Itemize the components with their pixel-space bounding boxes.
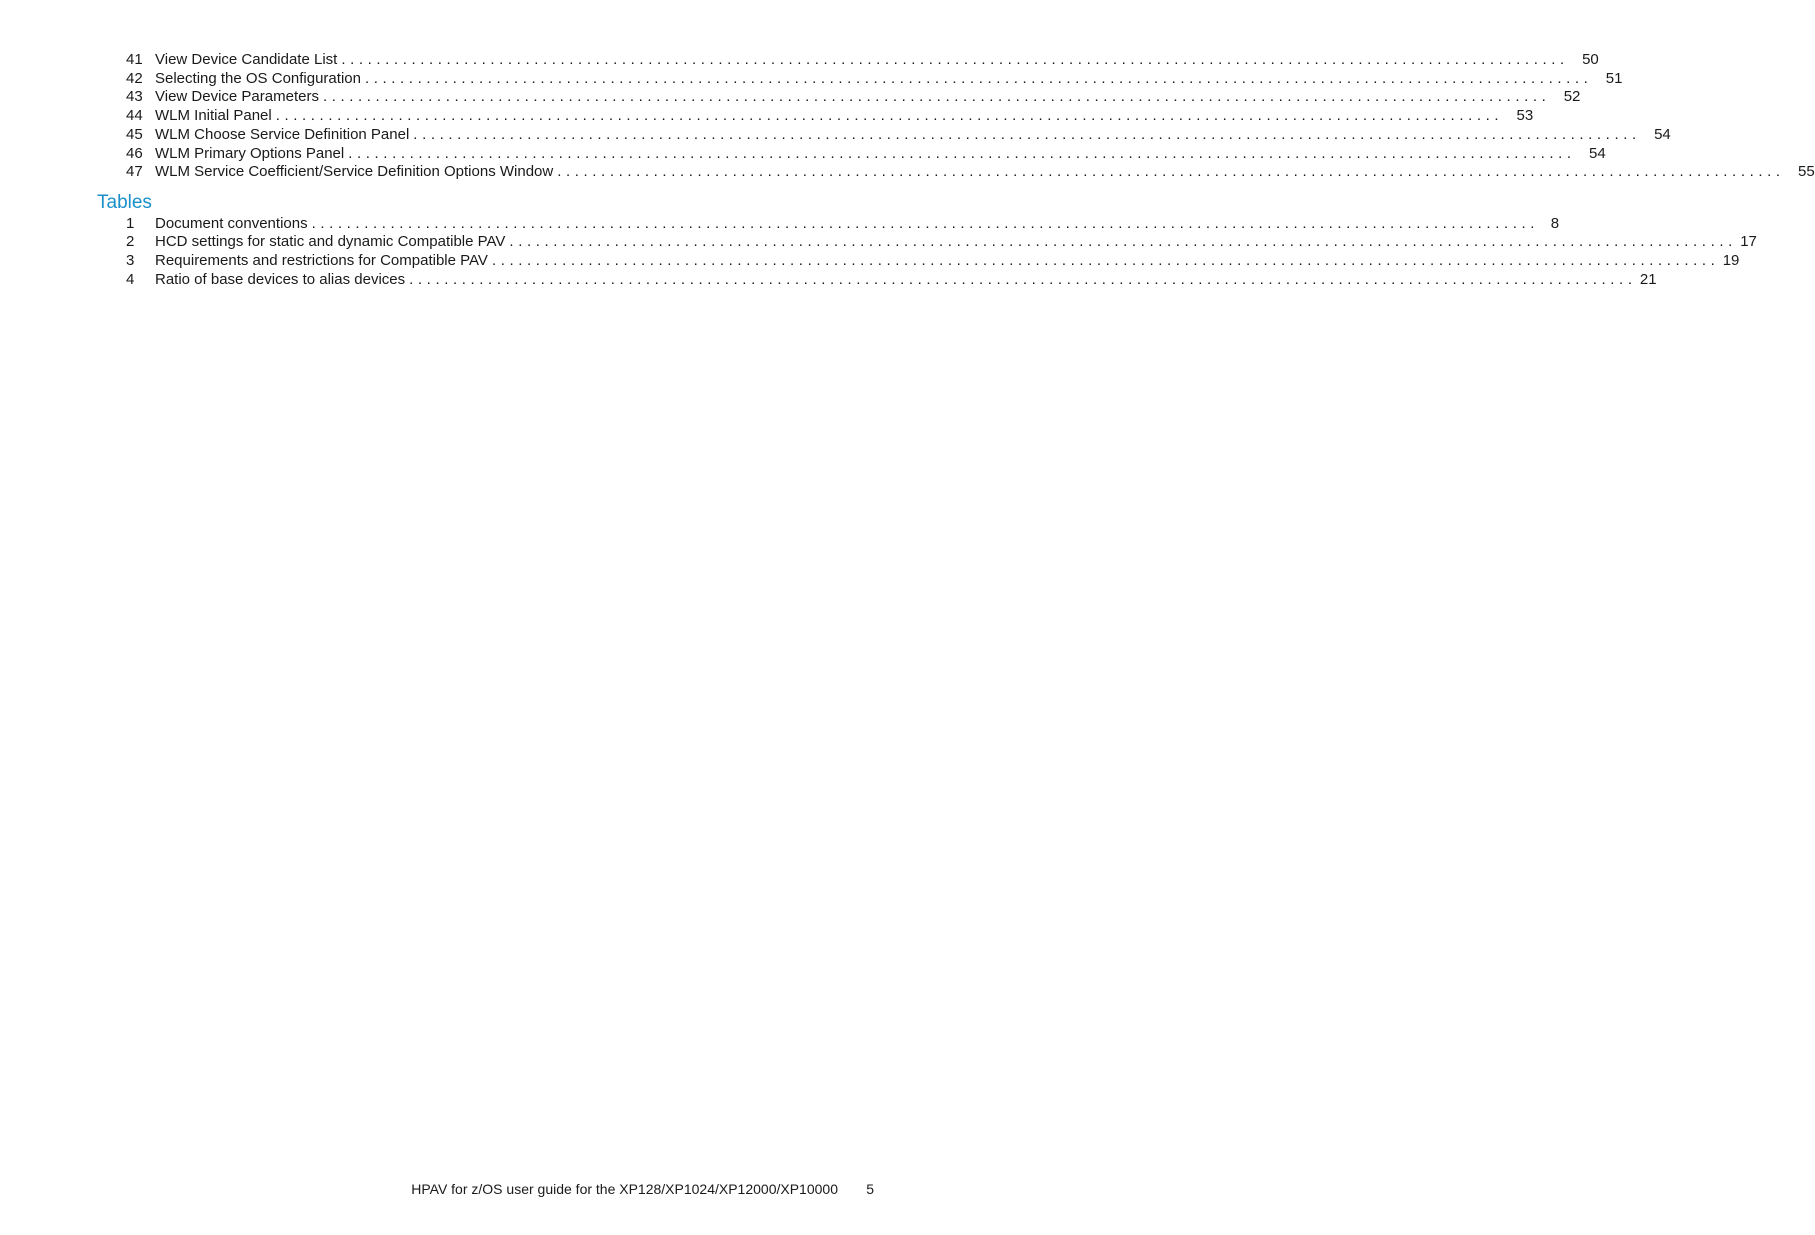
entry-page: 17: [1740, 233, 1757, 250]
toc-entry-figure-41[interactable]: [126, 51, 1599, 69]
toc-entry-figure-47[interactable]: [126, 163, 1815, 181]
entry-number: 2: [126, 233, 135, 250]
dot-leader: ............................................................................................................................................: [364, 70, 1593, 87]
entry-number: 47: [126, 163, 143, 180]
toc-entry-table-4[interactable]: [126, 271, 1657, 289]
entry-title: View Device Parameters: [155, 88, 319, 105]
dot-leader: ............................................................................................................................................: [322, 88, 1551, 105]
toc-entry-figure-44[interactable]: [126, 107, 1534, 125]
dot-leader: ............................................................................................................................................: [491, 252, 1720, 269]
entry-title: Ratio of base devices to alias devices: [155, 271, 406, 288]
dot-leader: ............................................................................................................................................: [341, 51, 1569, 68]
entry-number: 45: [126, 126, 143, 143]
entry-number: 3: [126, 252, 135, 269]
entry-page: 54: [1654, 126, 1671, 143]
toc-entry-figure-43[interactable]: [126, 88, 1581, 106]
dot-leader: ............................................................................................................................................: [348, 145, 1576, 162]
toc-entry-table-2[interactable]: [126, 233, 1757, 251]
entry-title: HCD settings for static and dynamic Compatible PAV: [155, 233, 506, 250]
footer-page-number: 5: [866, 1181, 874, 1197]
entry-page: 54: [1589, 145, 1606, 162]
entry-title: WLM Initial Panel: [155, 107, 272, 124]
dot-leader: ............................................................................................................................................: [275, 107, 1504, 124]
dot-leader: ............................................................................................................................................: [409, 271, 1637, 288]
entry-title: WLM Primary Options Panel: [155, 145, 345, 162]
entry-number: 44: [126, 107, 143, 124]
page-footer: [380, 1180, 874, 1198]
entry-number: 43: [126, 88, 143, 105]
tables-section-heading: Tables: [97, 192, 152, 213]
entry-title: Document conventions: [155, 215, 308, 232]
entry-title: WLM Service Coefficient/Service Definition Options Window: [155, 163, 554, 180]
entry-page: 52: [1563, 88, 1581, 105]
entry-page: 21: [1639, 271, 1657, 288]
entry-number: 4: [126, 271, 135, 288]
entry-number: 1: [126, 215, 135, 232]
footer-document-title: HPAV for z/OS user guide for the XP128/XP1024/XP12000/XP10000: [411, 1181, 838, 1197]
toc-entry-table-1[interactable]: [126, 215, 1560, 233]
entry-title: View Device Candidate List: [155, 51, 338, 68]
dot-leader: ............................................................................................................................................: [557, 163, 1785, 180]
entry-number: 42: [126, 70, 143, 87]
toc-entry-figure-46[interactable]: [126, 145, 1606, 163]
entry-number: 41: [126, 51, 143, 68]
toc-entry-figure-42[interactable]: [126, 70, 1623, 88]
dot-leader: ............................................................................................................................................: [413, 126, 1641, 143]
entry-page: 55: [1797, 163, 1815, 180]
toc-entry-figure-45[interactable]: [126, 126, 1671, 144]
entry-title: WLM Choose Service Definition Panel: [155, 126, 410, 143]
entry-page: 8: [1550, 215, 1560, 232]
entry-page: 51: [1605, 70, 1623, 87]
entry-page: 53: [1516, 107, 1534, 124]
dot-leader: ............................................................................................................................................: [509, 233, 1737, 250]
entry-page: 50: [1582, 51, 1599, 68]
entry-title: Requirements and restrictions for Compatible PAV: [155, 252, 488, 269]
dot-leader: ............................................................................................................................................: [311, 215, 1540, 232]
entry-title: Selecting the OS Configuration: [155, 70, 361, 87]
entry-page: 19: [1722, 252, 1740, 269]
entry-number: 46: [126, 145, 143, 162]
toc-entry-table-3[interactable]: [126, 252, 1740, 270]
